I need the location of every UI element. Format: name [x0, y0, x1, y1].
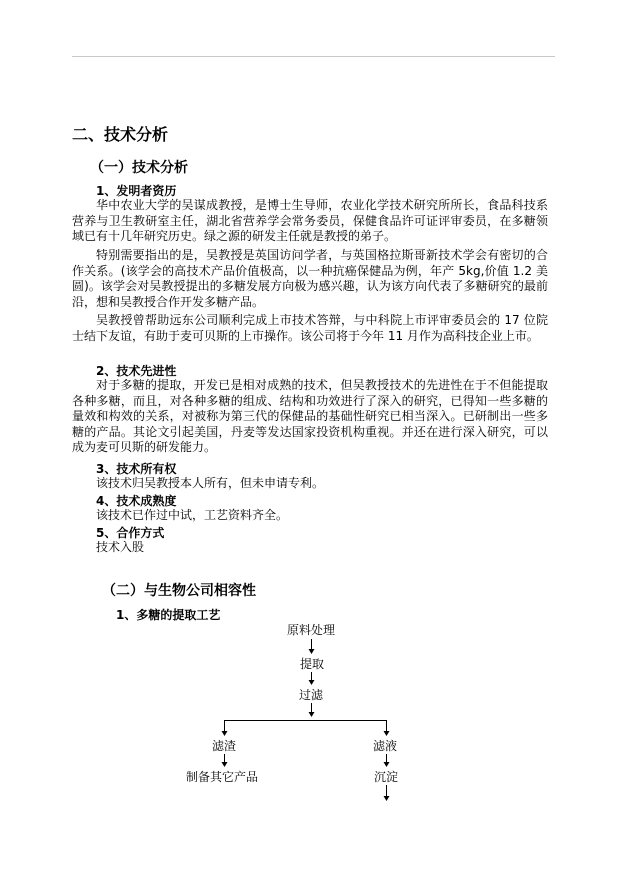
- arrowhead-8: [384, 796, 390, 801]
- flow-step-raw-material: 原料处理: [287, 623, 336, 637]
- heading-extraction-process: 1、多糖的提取工艺: [116, 608, 221, 622]
- arrowhead-2: [309, 680, 315, 685]
- text-technical-ownership: 该技术归吴教授本人所有，但未申请专利。: [96, 476, 325, 490]
- arrowhead-7: [384, 762, 390, 767]
- paragraph-inventor-2: 特别需要指出的是，吴教授是英国访问学者，与英国格拉斯哥新技术学会有密切的合作关系。(该学会的高技术产品价值极高，以一种抗癌保健品为例，年产 5kg,价值 1.2 美圆)。该学会对吴教授提出的多糖发展方向极为感兴趣，认为该方向代表了多糖研究的最前沿，想和吴教授合作开发多糖产品。: [72, 248, 548, 309]
- section-title: 二、技术分析: [72, 125, 169, 144]
- subsection-title-compatibility: （二）与生物公司相容性: [102, 583, 256, 599]
- arrowhead-6: [222, 762, 228, 767]
- arrowhead-3: [309, 712, 315, 717]
- heading-technical-advancement: 2、技术先进性: [96, 364, 177, 378]
- flow-left-result: 制备其它产品: [186, 770, 259, 784]
- paragraph-inventor-1: 华中农业大学的吴谋成教授，是博士生导师，农业化学技术研究所所长，食品科技系营养与卫生教研室主任，湖北省营养学会常务委员，保健食品许可证评审委员，在多糖领域已有十几年研究历史。绿之源的研发主任就是教授的弟子。: [72, 198, 548, 243]
- heading-technical-maturity: 4、技术成熟度: [96, 494, 177, 508]
- text-technical-maturity: 该技术已作过中试，工艺资料齐全。: [96, 508, 289, 522]
- text-cooperation-mode: 技术入股: [96, 540, 145, 554]
- arrowhead-4: [222, 731, 228, 736]
- flow-step-filtration: 过滤: [299, 688, 324, 702]
- heading-technical-ownership: 3、技术所有权: [96, 462, 177, 476]
- paragraph-inventor-3: 吴教授曾帮助远东公司顺利完成上市技术答辩，与中科院上市评审委员会的 17 位院士结下友谊，有助于麦可贝斯的上市操作。该公司将于今年 11 月作为高科技企业上市。: [72, 313, 548, 343]
- flow-left-branch: 滤渣: [212, 739, 237, 753]
- heading-inventor-credentials: 1、发明者资历: [96, 184, 177, 198]
- arrowhead-5: [384, 731, 390, 736]
- subsection-title-technical-analysis: （一）技术分析: [90, 160, 188, 176]
- flow-step-extraction: 提取: [300, 657, 325, 671]
- arrowhead-1: [309, 649, 315, 654]
- paragraph-technical-advancement: 对于多糖的提取，开发已是相对成熟的技术，但吴教授技术的先进性在于不但能提取各种多糖，而且，对各种多糖的组成、结构和功效进行了深入的研究，已得知一些多糖的量效和构效的关系，对被称为第三代的保健品的基础性研究已相当深入。已研制出一些多糖的产品。其论文引起美国，丹麦等发达国家投资机构重视。并还在进行深入研究，可以成为麦可贝斯的研发能力。: [72, 378, 548, 454]
- flow-right-result: 沉淀: [374, 770, 399, 784]
- heading-cooperation-mode: 5、合作方式: [96, 526, 165, 540]
- flow-right-branch: 滤液: [373, 739, 398, 753]
